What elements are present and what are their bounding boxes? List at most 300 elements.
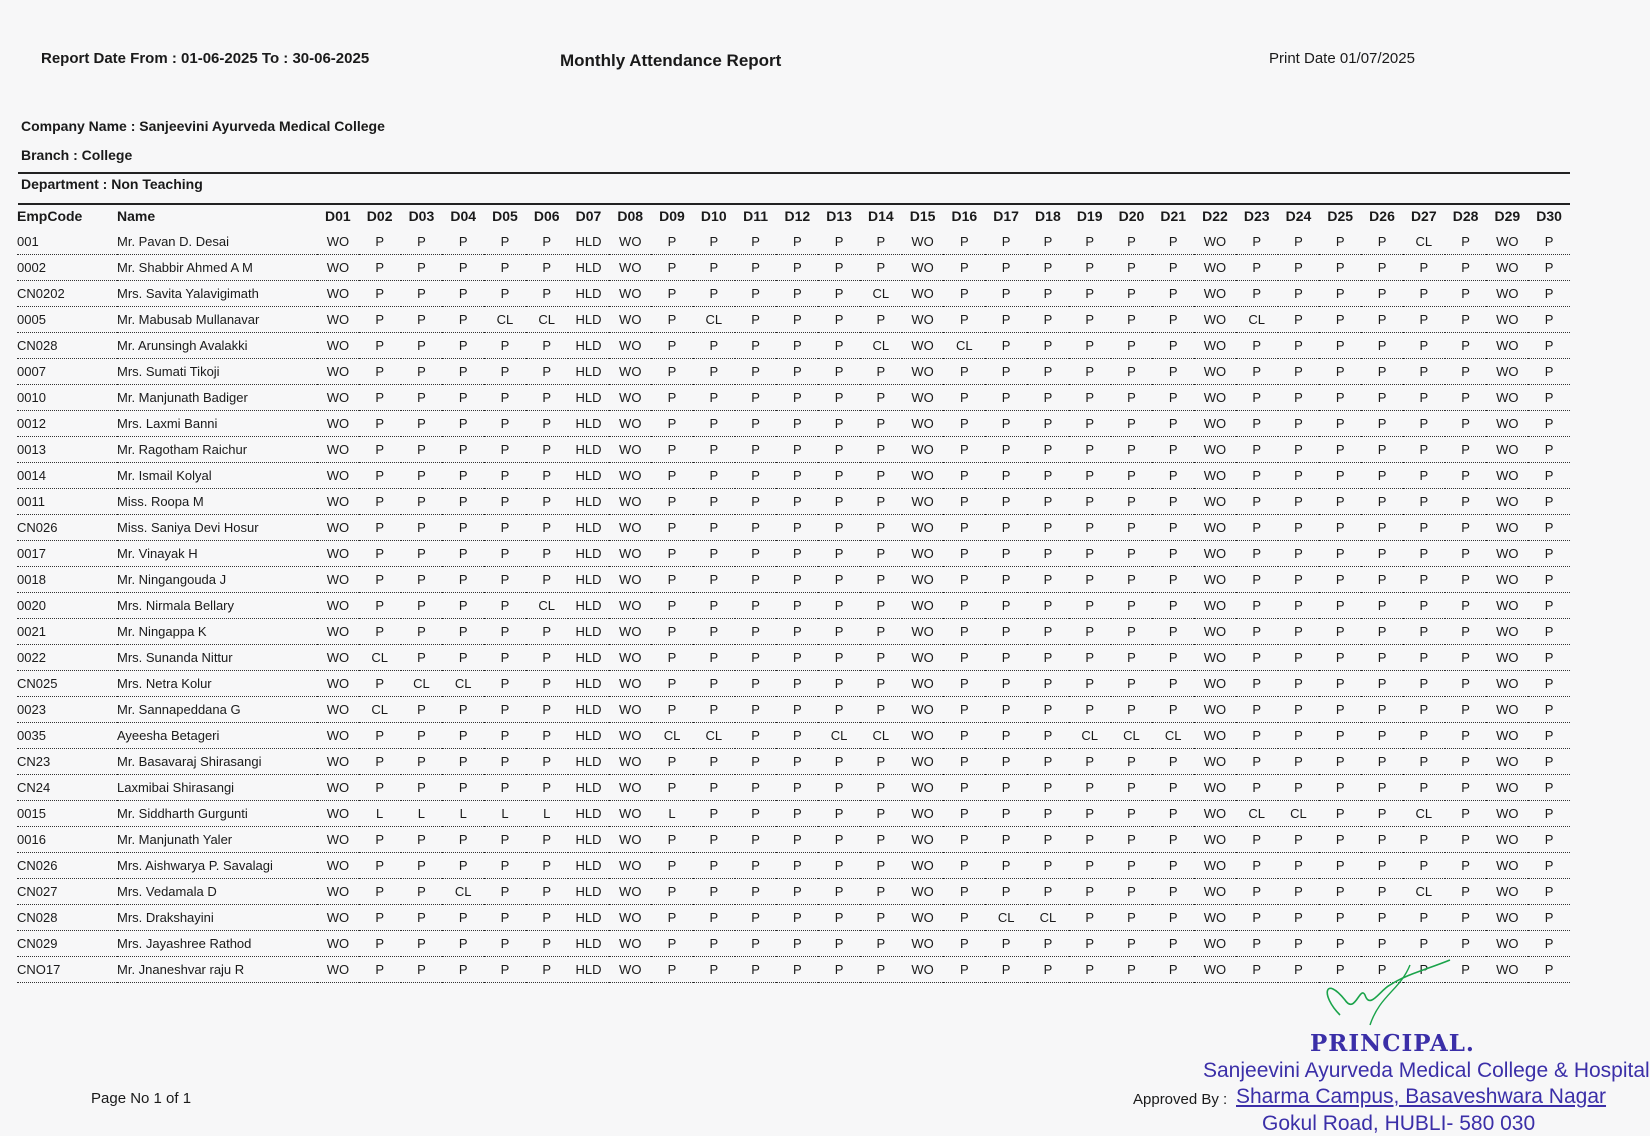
attendance-cell: WO xyxy=(1194,281,1236,307)
attendance-cell: WO xyxy=(1486,437,1528,463)
attendance-cell: P xyxy=(1403,723,1445,749)
attendance-cell: P xyxy=(1027,645,1069,671)
attendance-cell: P xyxy=(1445,619,1487,645)
attendance-cell: P xyxy=(1361,463,1403,489)
attendance-cell: P xyxy=(484,463,526,489)
attendance-cell: P xyxy=(1236,385,1278,411)
attendance-cell: P xyxy=(1403,749,1445,775)
attendance-cell: P xyxy=(1027,567,1069,593)
attendance-cell: P xyxy=(693,281,735,307)
emp-code-cell: 0012 xyxy=(17,411,117,437)
attendance-cell: WO xyxy=(609,749,651,775)
attendance-cell: P xyxy=(484,281,526,307)
attendance-cell: P xyxy=(1528,567,1570,593)
attendance-cell: P xyxy=(1361,541,1403,567)
attendance-cell: P xyxy=(1236,879,1278,905)
emp-name-cell: Mrs. Savita Yalavigimath xyxy=(117,281,317,307)
attendance-cell: P xyxy=(1403,333,1445,359)
attendance-cell: P xyxy=(1236,567,1278,593)
attendance-cell: P xyxy=(1528,853,1570,879)
attendance-cell: L xyxy=(401,801,443,827)
attendance-cell: P xyxy=(1528,645,1570,671)
attendance-cell: P xyxy=(860,463,902,489)
attendance-cell: P xyxy=(1403,645,1445,671)
attendance-cell: P xyxy=(943,879,985,905)
attendance-cell: P xyxy=(484,359,526,385)
attendance-cell: P xyxy=(985,697,1027,723)
attendance-cell: P xyxy=(359,281,401,307)
attendance-cell: WO xyxy=(609,723,651,749)
attendance-cell: P xyxy=(401,411,443,437)
attendance-cell: P xyxy=(1445,957,1487,983)
attendance-cell: WO xyxy=(609,541,651,567)
attendance-cell: WO xyxy=(1194,567,1236,593)
attendance-cell: P xyxy=(442,385,484,411)
attendance-cell: P xyxy=(1069,411,1111,437)
emp-name-cell: Mr. Shabbir Ahmed A M xyxy=(117,255,317,281)
attendance-cell: P xyxy=(484,853,526,879)
attendance-cell: P xyxy=(735,411,777,437)
attendance-cell: P xyxy=(1361,593,1403,619)
attendance-cell: P xyxy=(693,827,735,853)
attendance-cell: P xyxy=(943,801,985,827)
attendance-cell: P xyxy=(985,853,1027,879)
header-day: D26 xyxy=(1369,208,1395,224)
emp-name-cell: Mr. Manjunath Badiger xyxy=(117,385,317,411)
attendance-cell: CL xyxy=(651,723,693,749)
attendance-cell: P xyxy=(1319,541,1361,567)
header-name: Name xyxy=(117,208,156,224)
attendance-cell: P xyxy=(1528,775,1570,801)
attendance-cell: HLD xyxy=(568,827,610,853)
attendance-cell: P xyxy=(1278,957,1320,983)
attendance-cell: P xyxy=(693,775,735,801)
attendance-cell: P xyxy=(1027,359,1069,385)
attendance-cell: P xyxy=(442,619,484,645)
attendance-cell: CL xyxy=(818,723,860,749)
attendance-cell: P xyxy=(735,385,777,411)
emp-code-cell: 001 xyxy=(17,229,117,255)
attendance-cell: WO xyxy=(902,359,944,385)
attendance-cell: P xyxy=(1403,281,1445,307)
attendance-cell: P xyxy=(1445,437,1487,463)
attendance-cell: P xyxy=(1528,385,1570,411)
attendance-cell: P xyxy=(359,359,401,385)
attendance-cell: P xyxy=(401,827,443,853)
header-day: D14 xyxy=(867,208,894,224)
attendance-cell: WO xyxy=(902,801,944,827)
attendance-cell: WO xyxy=(317,255,359,281)
attendance-cell: WO xyxy=(1486,853,1528,879)
table-row xyxy=(17,281,1570,307)
attendance-cell: P xyxy=(818,411,860,437)
attendance-cell: P xyxy=(1152,541,1194,567)
attendance-cell: P xyxy=(442,775,484,801)
attendance-cell: P xyxy=(1069,489,1111,515)
attendance-cell: P xyxy=(484,931,526,957)
attendance-cell: WO xyxy=(1194,723,1236,749)
branch-name: Branch : College xyxy=(21,147,133,163)
table-row xyxy=(17,593,1570,619)
attendance-cell: WO xyxy=(902,229,944,255)
attendance-cell: P xyxy=(1152,853,1194,879)
attendance-cell: P xyxy=(818,853,860,879)
attendance-cell: P xyxy=(943,593,985,619)
attendance-cell: P xyxy=(1445,411,1487,437)
attendance-cell: P xyxy=(1027,593,1069,619)
attendance-cell: P xyxy=(776,879,818,905)
attendance-cell: P xyxy=(1528,723,1570,749)
attendance-cell: P xyxy=(943,775,985,801)
table-row xyxy=(17,307,1570,333)
attendance-cell: WO xyxy=(317,827,359,853)
attendance-cell: P xyxy=(1319,385,1361,411)
attendance-cell: L xyxy=(484,801,526,827)
attendance-cell: P xyxy=(1278,385,1320,411)
attendance-cell: P xyxy=(1528,931,1570,957)
attendance-cell: P xyxy=(526,385,568,411)
attendance-cell: WO xyxy=(902,827,944,853)
attendance-cell: CL xyxy=(359,697,401,723)
attendance-cell: P xyxy=(1152,359,1194,385)
attendance-cell: P xyxy=(526,437,568,463)
attendance-cell: WO xyxy=(1194,957,1236,983)
attendance-cell: P xyxy=(776,957,818,983)
attendance-cell: P xyxy=(735,827,777,853)
attendance-cell: P xyxy=(1445,463,1487,489)
attendance-cell: WO xyxy=(609,463,651,489)
attendance-cell: P xyxy=(693,697,735,723)
attendance-cell: P xyxy=(943,567,985,593)
table-row xyxy=(17,463,1570,489)
attendance-cell: P xyxy=(651,593,693,619)
attendance-cell: P xyxy=(359,931,401,957)
attendance-cell: P xyxy=(1361,749,1403,775)
attendance-cell: WO xyxy=(317,619,359,645)
attendance-cell: P xyxy=(1111,385,1153,411)
attendance-cell: WO xyxy=(1486,463,1528,489)
emp-code-cell: 0007 xyxy=(17,359,117,385)
attendance-cell: P xyxy=(651,567,693,593)
emp-name-cell: Mr. Siddharth Gurgunti xyxy=(117,801,317,827)
attendance-cell: P xyxy=(860,931,902,957)
attendance-cell: P xyxy=(651,879,693,905)
attendance-cell: P xyxy=(651,385,693,411)
attendance-cell: WO xyxy=(1194,697,1236,723)
attendance-cell: P xyxy=(1111,697,1153,723)
attendance-cell: HLD xyxy=(568,801,610,827)
attendance-cell: P xyxy=(442,697,484,723)
attendance-cell: P xyxy=(1111,229,1153,255)
attendance-cell: L xyxy=(651,801,693,827)
attendance-cell: P xyxy=(651,437,693,463)
attendance-cell: P xyxy=(1528,671,1570,697)
attendance-cell: P xyxy=(1319,853,1361,879)
attendance-cell: P xyxy=(1445,645,1487,671)
attendance-cell: P xyxy=(735,931,777,957)
attendance-cell: P xyxy=(735,281,777,307)
attendance-cell: P xyxy=(1152,827,1194,853)
attendance-cell: P xyxy=(484,775,526,801)
attendance-cell: P xyxy=(1069,801,1111,827)
attendance-cell: P xyxy=(735,515,777,541)
emp-name-cell: Mr. Ningappa K xyxy=(117,619,317,645)
attendance-cell: WO xyxy=(1486,879,1528,905)
attendance-cell: P xyxy=(1403,827,1445,853)
attendance-cell: WO xyxy=(1194,515,1236,541)
attendance-cell: HLD xyxy=(568,229,610,255)
attendance-cell: P xyxy=(1528,801,1570,827)
attendance-cell: P xyxy=(943,307,985,333)
attendance-cell: WO xyxy=(317,515,359,541)
emp-name-cell: Mrs. Aishwarya P. Savalagi xyxy=(117,853,317,879)
attendance-cell: P xyxy=(1027,957,1069,983)
attendance-cell: P xyxy=(1236,359,1278,385)
attendance-cell: HLD xyxy=(568,411,610,437)
attendance-cell: P xyxy=(526,463,568,489)
attendance-cell: P xyxy=(1111,957,1153,983)
attendance-cell: WO xyxy=(1194,489,1236,515)
attendance-cell: P xyxy=(1528,463,1570,489)
attendance-cell: P xyxy=(1403,385,1445,411)
attendance-cell: P xyxy=(1361,255,1403,281)
attendance-cell: P xyxy=(651,359,693,385)
attendance-cell: P xyxy=(1236,411,1278,437)
attendance-cell: P xyxy=(776,229,818,255)
attendance-cell: P xyxy=(776,437,818,463)
attendance-cell: P xyxy=(860,671,902,697)
attendance-cell: P xyxy=(985,541,1027,567)
header-day: D02 xyxy=(366,208,393,224)
attendance-cell: P xyxy=(860,801,902,827)
attendance-cell: P xyxy=(1027,853,1069,879)
attendance-cell: P xyxy=(1152,567,1194,593)
attendance-cell: P xyxy=(1278,489,1320,515)
attendance-cell: P xyxy=(693,385,735,411)
attendance-cell: P xyxy=(651,827,693,853)
attendance-cell: P xyxy=(735,567,777,593)
attendance-cell: P xyxy=(526,905,568,931)
attendance-cell: P xyxy=(1528,281,1570,307)
attendance-cell: P xyxy=(1278,255,1320,281)
attendance-cell: WO xyxy=(1486,489,1528,515)
attendance-cell: WO xyxy=(902,437,944,463)
attendance-cell: P xyxy=(1278,437,1320,463)
attendance-cell: P xyxy=(1445,515,1487,541)
attendance-cell: P xyxy=(943,931,985,957)
attendance-cell: P xyxy=(1319,593,1361,619)
attendance-cell: P xyxy=(484,671,526,697)
attendance-cell: P xyxy=(1361,905,1403,931)
attendance-cell: CL xyxy=(1152,723,1194,749)
attendance-cell: P xyxy=(1236,645,1278,671)
attendance-cell: P xyxy=(1403,775,1445,801)
attendance-cell: HLD xyxy=(568,515,610,541)
attendance-cell: P xyxy=(1152,905,1194,931)
attendance-cell: WO xyxy=(609,645,651,671)
attendance-cell: P xyxy=(943,463,985,489)
attendance-cell: WO xyxy=(902,463,944,489)
attendance-cell: WO xyxy=(1194,307,1236,333)
attendance-cell: HLD xyxy=(568,437,610,463)
attendance-cell: P xyxy=(776,593,818,619)
attendance-cell: P xyxy=(526,645,568,671)
attendance-cell: P xyxy=(359,333,401,359)
emp-code-cell: CN028 xyxy=(17,905,117,931)
attendance-cell: P xyxy=(943,541,985,567)
attendance-cell: P xyxy=(484,645,526,671)
attendance-cell: P xyxy=(818,255,860,281)
attendance-cell: P xyxy=(735,853,777,879)
attendance-cell: P xyxy=(1319,775,1361,801)
attendance-cell: P xyxy=(359,749,401,775)
attendance-cell: P xyxy=(776,645,818,671)
attendance-cell: WO xyxy=(609,827,651,853)
attendance-cell: P xyxy=(1027,385,1069,411)
attendance-cell: P xyxy=(1445,359,1487,385)
attendance-cell: P xyxy=(1027,489,1069,515)
attendance-cell: P xyxy=(818,437,860,463)
attendance-cell: P xyxy=(359,619,401,645)
attendance-cell: P xyxy=(1445,931,1487,957)
attendance-cell: P xyxy=(1152,463,1194,489)
attendance-cell: P xyxy=(1236,749,1278,775)
attendance-cell: P xyxy=(693,801,735,827)
attendance-cell: P xyxy=(860,905,902,931)
attendance-cell: WO xyxy=(317,333,359,359)
attendance-cell: P xyxy=(1445,827,1487,853)
attendance-cell: CL xyxy=(359,645,401,671)
attendance-cell: P xyxy=(1152,333,1194,359)
approved-by: Approved By : xyxy=(1133,1091,1228,1108)
stamp-line-3: Gokul Road, HUBLI- 580 030 xyxy=(1262,1112,1536,1135)
attendance-cell: P xyxy=(735,229,777,255)
table-row xyxy=(17,229,1570,255)
attendance-cell: P xyxy=(1319,671,1361,697)
attendance-cell: P xyxy=(1361,489,1403,515)
attendance-cell: HLD xyxy=(568,723,610,749)
attendance-cell: WO xyxy=(902,775,944,801)
attendance-cell: P xyxy=(1027,619,1069,645)
attendance-cell: P xyxy=(818,827,860,853)
attendance-cell: WO xyxy=(1486,307,1528,333)
attendance-cell: P xyxy=(1069,931,1111,957)
attendance-cell: P xyxy=(401,593,443,619)
attendance-cell: P xyxy=(484,827,526,853)
attendance-cell: WO xyxy=(1486,697,1528,723)
attendance-cell: P xyxy=(1236,333,1278,359)
attendance-cell: P xyxy=(818,957,860,983)
emp-code-cell: 0016 xyxy=(17,827,117,853)
attendance-cell: P xyxy=(484,255,526,281)
attendance-cell: WO xyxy=(902,957,944,983)
attendance-cell: P xyxy=(818,515,860,541)
attendance-cell: P xyxy=(651,333,693,359)
emp-code-cell: 0014 xyxy=(17,463,117,489)
attendance-cell: P xyxy=(1027,723,1069,749)
attendance-cell: P xyxy=(1236,437,1278,463)
attendance-cell: P xyxy=(1319,827,1361,853)
attendance-cell: WO xyxy=(609,593,651,619)
attendance-cell: P xyxy=(359,515,401,541)
attendance-cell: P xyxy=(1111,411,1153,437)
attendance-cell: P xyxy=(1152,957,1194,983)
attendance-cell: P xyxy=(1027,671,1069,697)
attendance-cell: P xyxy=(1027,931,1069,957)
attendance-cell: P xyxy=(943,905,985,931)
attendance-cell: CL xyxy=(985,905,1027,931)
attendance-cell: P xyxy=(818,645,860,671)
attendance-cell: P xyxy=(1361,307,1403,333)
attendance-cell: P xyxy=(860,489,902,515)
attendance-cell: P xyxy=(484,749,526,775)
attendance-cell: P xyxy=(1111,541,1153,567)
attendance-cell: P xyxy=(818,593,860,619)
attendance-cell: P xyxy=(1319,463,1361,489)
attendance-cell: P xyxy=(1278,307,1320,333)
emp-code-cell: CN23 xyxy=(17,749,117,775)
attendance-cell: WO xyxy=(902,645,944,671)
emp-name-cell: Mrs. Netra Kolur xyxy=(117,671,317,697)
attendance-cell: P xyxy=(818,801,860,827)
attendance-cell: P xyxy=(693,619,735,645)
attendance-cell: WO xyxy=(609,619,651,645)
attendance-cell: P xyxy=(1528,879,1570,905)
emp-name-cell: Mr. Ismail Kolyal xyxy=(117,463,317,489)
attendance-cell: P xyxy=(651,281,693,307)
attendance-cell: P xyxy=(693,749,735,775)
attendance-cell: P xyxy=(1528,749,1570,775)
attendance-cell: P xyxy=(735,255,777,281)
emp-code-cell: CN026 xyxy=(17,515,117,541)
attendance-cell: WO xyxy=(1486,931,1528,957)
attendance-cell: P xyxy=(526,281,568,307)
rule-top xyxy=(18,172,1570,174)
attendance-cell: P xyxy=(735,801,777,827)
attendance-cell: P xyxy=(442,333,484,359)
attendance-cell: P xyxy=(1361,801,1403,827)
department-name: Department : Non Teaching xyxy=(21,176,203,192)
attendance-cell: P xyxy=(1027,281,1069,307)
attendance-cell: P xyxy=(943,359,985,385)
attendance-cell: P xyxy=(1319,333,1361,359)
attendance-cell: P xyxy=(1069,593,1111,619)
attendance-cell: P xyxy=(1236,853,1278,879)
attendance-cell: HLD xyxy=(568,775,610,801)
report-title: Monthly Attendance Report xyxy=(560,51,782,70)
attendance-cell: P xyxy=(1236,619,1278,645)
attendance-cell: P xyxy=(1152,671,1194,697)
attendance-cell: P xyxy=(651,229,693,255)
attendance-cell: P xyxy=(860,229,902,255)
attendance-cell: WO xyxy=(1194,255,1236,281)
attendance-cell: P xyxy=(1278,645,1320,671)
attendance-cell: WO xyxy=(317,775,359,801)
header-day: D13 xyxy=(826,208,852,224)
attendance-cell: WO xyxy=(609,931,651,957)
attendance-cell: P xyxy=(1152,931,1194,957)
attendance-cell: P xyxy=(359,827,401,853)
attendance-cell: P xyxy=(1027,229,1069,255)
attendance-cell: WO xyxy=(1194,411,1236,437)
attendance-cell: P xyxy=(860,879,902,905)
attendance-cell: P xyxy=(1278,619,1320,645)
attendance-cell: WO xyxy=(902,333,944,359)
attendance-cell: P xyxy=(484,385,526,411)
attendance-cell: P xyxy=(1069,463,1111,489)
attendance-cell: P xyxy=(818,775,860,801)
table-row xyxy=(17,619,1570,645)
